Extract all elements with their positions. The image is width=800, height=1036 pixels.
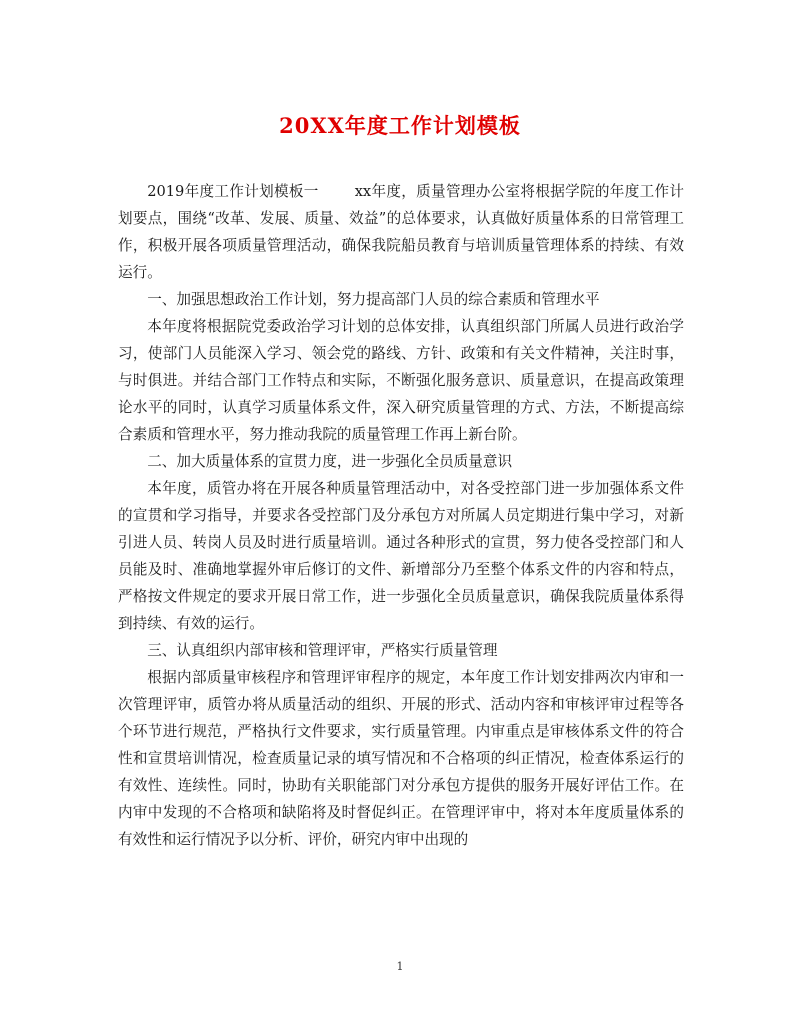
document-body (118, 178, 684, 853)
section-2-heading: 二、加大质量体系的宣贯力度，进一步强化全员质量意识 (147, 453, 513, 470)
page-number: 1 (396, 960, 404, 973)
section-3-heading: 三、认真组织内部审核和管理评审，严格实行质量管理 (147, 642, 498, 659)
intro-lead: 2019年度工作计划模板一 (147, 183, 319, 200)
intro-rest: xx年度，质量管理办公室将根据学院的年度工作计划要点，围绕“改革、发展、质量、效益”的总体要求，认真做好质量体系的日常管理工作，积极开展各项质量管理活动，确保我院船员教育与培训质量管理体系的持续、有效运行。 (118, 183, 684, 281)
section-3-body: 根据内部质量审核程序和管理评审程序的规定，本年度工作计划安排两次内审和一次管理评审，质管办将从质量活动的组织、开展的形式、活动内容和审核评审过程等各个环节进行规范，严格执行文件要求，实行质量管理。内审重点是审核体系文件的符合性和宣贯培训情况，检查质量记录的填写情况和不合格项的纠正情况，检查体系运行的有效性、连续性。同时，协助有关职能部门对分承包方提供的服务开展好评估工作。在内审中发现的不合格项和缺陷将及时督促纠正。在管理评审中，将对本年度质量体系的有效性和运行情况予以分析、评价，研究内审中出现的 (118, 669, 684, 848)
section-1-body: 本年度将根据院党委政治学习计划的总体安排，认真组织部门所属人员进行政治学习，使部门人员能深入学习、领会党的路线、方针、政策和有关文件精神，关注时事，与时俱进。并结合部门工作特点和实际，不断强化服务意识、质量意识，在提高政策理论水平的同时，认真学习质量体系文件，深入研究质量管理的方式、方法，不断提高综合素质和管理水平，努力推动我院的质量管理工作再上新台阶。 (118, 318, 684, 443)
section-2-body: 本年度，质管办将在开展各种质量管理活动中，对各受控部门进一步加强体系文件的宣贯和学习指导，并要求各受控部门及分承包方对所属人员定期进行集中学习，对新引进人员、转岗人员及时进行质量培训。通过各种形式的宣贯，努力使各受控部门和人员能及时、准确地掌握外审后修订的文件、新增部分乃至整个体系文件的内容和特点，严格按文件规定的要求开展日常工作，进一步强化全员质量意识，确保我院质量体系得到持续、有效的运行。 (118, 480, 684, 632)
document-title: 20XX年度工作计划模板 (279, 113, 521, 138)
section-1-heading: 一、加强思想政治工作计划，努力提高部门人员的综合素质和管理水平 (147, 291, 600, 308)
intro-paragraph (118, 178, 684, 286)
